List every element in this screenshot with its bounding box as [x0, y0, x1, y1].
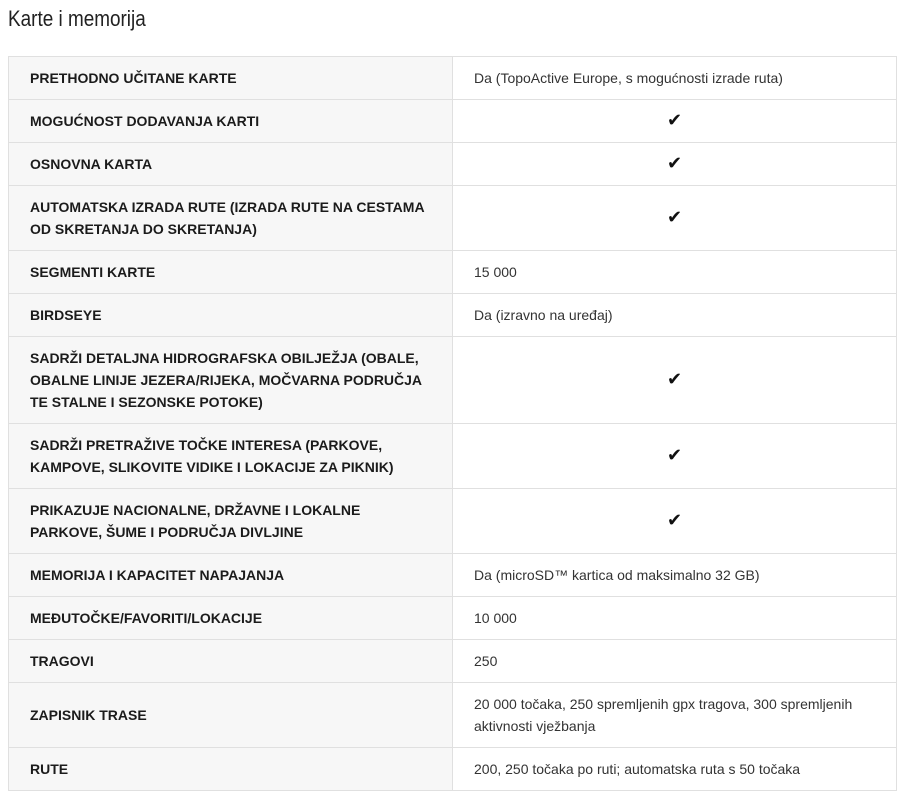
spec-row: [9, 186, 897, 251]
spec-label: TRAGOVI: [9, 640, 453, 683]
spec-row: [9, 143, 897, 186]
spec-label: MEĐUTOČKE/FAVORITI/LOKACIJE: [9, 597, 453, 640]
spec-value: [453, 424, 897, 489]
spec-label: PRIKAZUJE NACIONALNE, DRŽAVNE I LOKALNE PARKOVE, ŠUME I PODRUČJA DIVLJINE: [9, 489, 453, 554]
spec-row: [9, 554, 897, 597]
spec-row: [9, 251, 897, 294]
check-icon: ✔: [666, 369, 683, 390]
check-icon: ✔: [666, 445, 683, 466]
check-icon: ✔: [666, 207, 683, 228]
section-title: Karte i memorija: [8, 6, 146, 31]
spec-value: 20 000 točaka, 250 spremljenih gpx tragova, 300 spremljenih aktivnosti vježbanja: [453, 683, 897, 748]
spec-label: MEMORIJA I KAPACITET NAPAJANJA: [9, 554, 453, 597]
spec-label: MOGUĆNOST DODAVANJA KARTI: [9, 100, 453, 143]
spec-value: Da (TopoActive Europe, s mogućnosti izrade ruta): [453, 57, 897, 100]
spec-row: [9, 337, 897, 424]
spec-label: OSNOVNA KARTA: [9, 143, 453, 186]
spec-value: 10 000: [453, 597, 897, 640]
check-icon: ✔: [666, 510, 683, 531]
spec-row: [9, 489, 897, 554]
spec-value: [453, 489, 897, 554]
spec-value: 200, 250 točaka po ruti; automatska ruta s 50 točaka: [453, 748, 897, 791]
spec-value: [453, 100, 897, 143]
spec-value: [453, 143, 897, 186]
spec-label: ZAPISNIK TRASE: [9, 683, 453, 748]
check-icon: ✔: [666, 153, 683, 174]
spec-row: [9, 683, 897, 748]
spec-row: [9, 294, 897, 337]
spec-label: RUTE: [9, 748, 453, 791]
spec-value: [453, 337, 897, 424]
spec-value: 15 000: [453, 251, 897, 294]
spec-label: BIRDSEYE: [9, 294, 453, 337]
spec-row: [9, 424, 897, 489]
spec-row: [9, 748, 897, 791]
spec-label: PRETHODNO UČITANE KARTE: [9, 57, 453, 100]
spec-row: [9, 640, 897, 683]
spec-row: [9, 597, 897, 640]
spec-row: [9, 57, 897, 100]
specs-table-body: [9, 57, 897, 791]
spec-label: SEGMENTI KARTE: [9, 251, 453, 294]
spec-value: Da (microSD™ kartica od maksimalno 32 GB): [453, 554, 897, 597]
spec-label: SADRŽI DETALJNA HIDROGRAFSKA OBILJEŽJA (OBALE, OBALNE LINIJE JEZERA/RIJEKA, MOČVARNA PODRUČJA TE STALNE I SEZONSKE POTOKE): [9, 337, 453, 424]
spec-row: [9, 100, 897, 143]
spec-value: 250: [453, 640, 897, 683]
spec-label: AUTOMATSKA IZRADA RUTE (IZRADA RUTE NA CESTAMA OD SKRETANJA DO SKRETANJA): [9, 186, 453, 251]
specs-table: [8, 56, 897, 791]
spec-label: SADRŽI PRETRAŽIVE TOČKE INTERESA (PARKOVE, KAMPOVE, SLIKOVITE VIDIKE I LOKACIJE ZA PIKNIK): [9, 424, 453, 489]
check-icon: ✔: [666, 110, 683, 131]
spec-value: Da (izravno na uređaj): [453, 294, 897, 337]
spec-value: [453, 186, 897, 251]
